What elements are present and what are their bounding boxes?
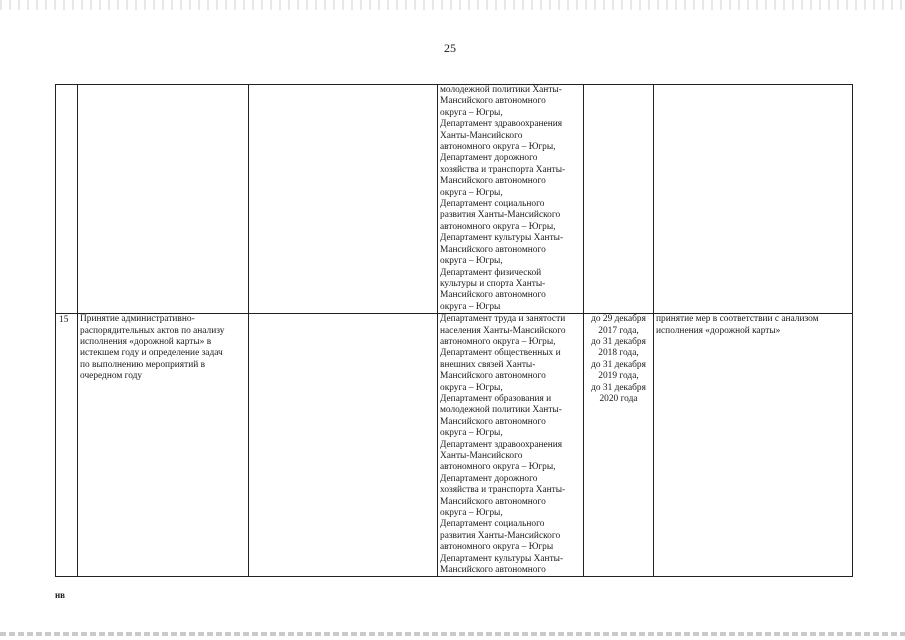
scan-artifact-top — [0, 0, 905, 10]
table-row — [56, 314, 853, 577]
roadmap-table — [55, 84, 853, 577]
executors-cell: молодежной политики Ханты- Мансийского автономного округа – Югры, Департамент здравоохранения Ханты-Мансийского автономного округа – Югры, Департамент дорожного хозяйства и транспорта Ханты- Мансийского автономного округа – Югры, Департамент социального развития Ханты-Мансийского автономного округа – Югры, Департамент культуры Ханты- Мансийского автономного округа – Югры, Департамент физической культуры и спорта Ханты- Мансийского автономного округа – Югры — [438, 85, 584, 314]
row-number-cell — [56, 85, 78, 314]
deadline-cell: до 29 декабря 2017 года, до 31 декабря 2018 года, до 31 декабря 2019 года, до 31 декабря 2020 года — [584, 314, 654, 577]
indicator-cell: принятие мер в соответствии с анализом исполнения «дорожной карты» — [654, 314, 853, 577]
footer-mark: нв — [55, 590, 66, 600]
result-cell — [249, 314, 438, 577]
row-number-cell: 15 — [56, 314, 78, 577]
page-number: 25 — [444, 41, 456, 55]
executors-cell: Департамент труда и занятости населения Ханты-Мансийского автономного округа – Югры, Департамент общественных и внешних связей Ханты- Мансийского автономного округа – Югры, Департамент образования и молодежной политики Ханты- Мансийского автономного округа – Югры, Департамент здравоохранения Ханты-Мансийского автономного округа – Югры, Департамент дорожного хозяйства и транспорта Ханты- Мансийского автономного округа – Югры, Департамент социального развития Ханты-Мансийского автономного округа – Югры Департамент культуры Ханты- Мансийского автономного — [438, 314, 584, 577]
activity-cell: Принятие административно- распорядительных актов по анализу исполнения «дорожной карты» в истекшем году и определение задач по выполнению мероприятий в очередном году — [78, 314, 249, 577]
scan-artifact-bottom — [0, 632, 905, 636]
deadline-cell — [584, 85, 654, 314]
activity-cell — [78, 85, 249, 314]
indicator-cell — [654, 85, 853, 314]
result-cell — [249, 85, 438, 314]
table-row — [56, 85, 853, 314]
